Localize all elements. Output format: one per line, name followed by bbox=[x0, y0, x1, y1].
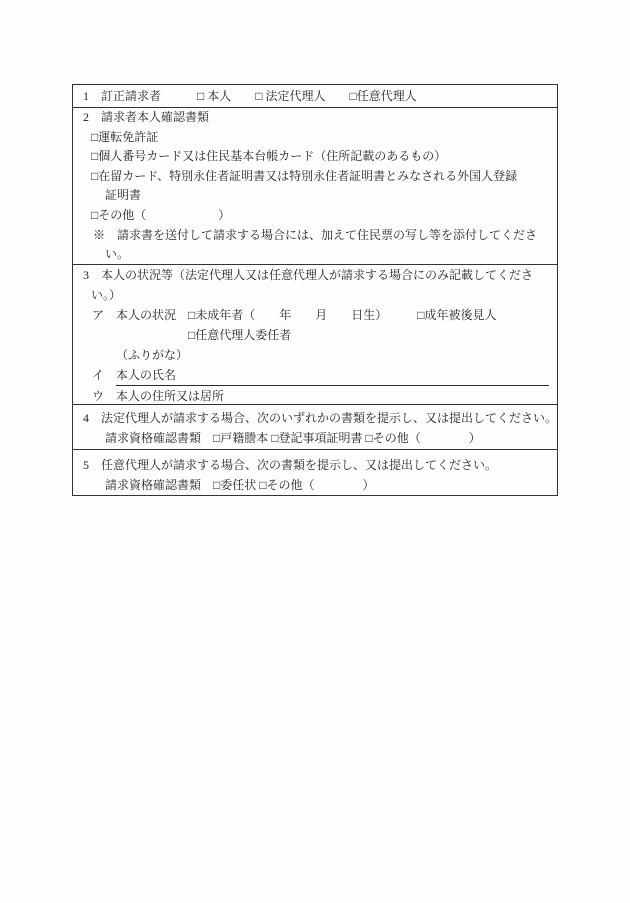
line-voluntary-agent-docs: 請求資格確認書類 □委任状 □その他（ ） bbox=[105, 477, 375, 492]
line-principal-status-header: 3 本人の状況等（法定代理人又は任意代理人が請求する場合にのみ記載してくださ bbox=[83, 268, 534, 282]
line-voluntary-agent-header: 5 任意代理人が請求する場合、次の書類を提示し、又は提出してください。 bbox=[83, 458, 498, 472]
line-principal-address bbox=[73, 386, 549, 405]
line-correction-requester: 1 訂正請求者 □ 本人 □ 法定代理人 □任意代理人 bbox=[83, 89, 417, 103]
section-3-principal-status bbox=[73, 265, 557, 405]
line-residence-card-cont: 証明書 bbox=[105, 188, 142, 203]
principal-address-field: 本人の住所又は居所 bbox=[116, 386, 549, 405]
principal-address-item-label: ウ bbox=[92, 389, 105, 403]
line-drivers-license: □運転免許証 bbox=[91, 129, 159, 144]
form-table bbox=[72, 84, 558, 496]
line-furigana-label: （ふりがな） bbox=[116, 348, 189, 362]
section-4-legal-agent bbox=[73, 405, 557, 450]
line-mail-note-cont: い。 bbox=[105, 247, 130, 262]
line-legal-agent-docs: 請求資格確認書類 □戸籍謄本 □登記事項証明書 □その他（ ） bbox=[105, 430, 481, 445]
line-principal-name bbox=[73, 365, 549, 386]
line-legal-agent-header: 4 法定代理人が請求する場合、次のいずれかの書類を提示し、又は提出してください。 bbox=[83, 411, 557, 425]
line-voluntary-agent-delegator: □任意代理人委任者 bbox=[188, 328, 292, 342]
principal-name-field: 本人の氏名 bbox=[116, 365, 549, 386]
line-mynumber-card: □個人番号カード又は住民基本台帳カード（住所記載のあるもの） bbox=[91, 149, 447, 164]
line-principal-status-header-cont: い。） bbox=[91, 288, 122, 302]
section-5-voluntary-agent bbox=[73, 450, 557, 495]
line-principal-status: ア 本人の状況 □未成年者（ 年 月 日生） □成年被後見人 bbox=[92, 308, 497, 322]
line-residence-card: □在留カード、特別永住者証明書又は特別永住者証明書とみなされる外国人登録 bbox=[91, 168, 518, 183]
section-2-identity-documents bbox=[73, 108, 557, 265]
line-mail-note: ※ 請求書を送付して請求する場合には、加えて住民票の写し等を添付してくださ bbox=[93, 227, 538, 242]
principal-name-item-label: イ bbox=[92, 368, 105, 382]
section-1-correction-requester bbox=[73, 85, 557, 108]
line-other-id-docs: □その他（ ） bbox=[91, 207, 231, 222]
line-id-docs-header: 2 請求者本人確認書類 bbox=[83, 110, 210, 124]
